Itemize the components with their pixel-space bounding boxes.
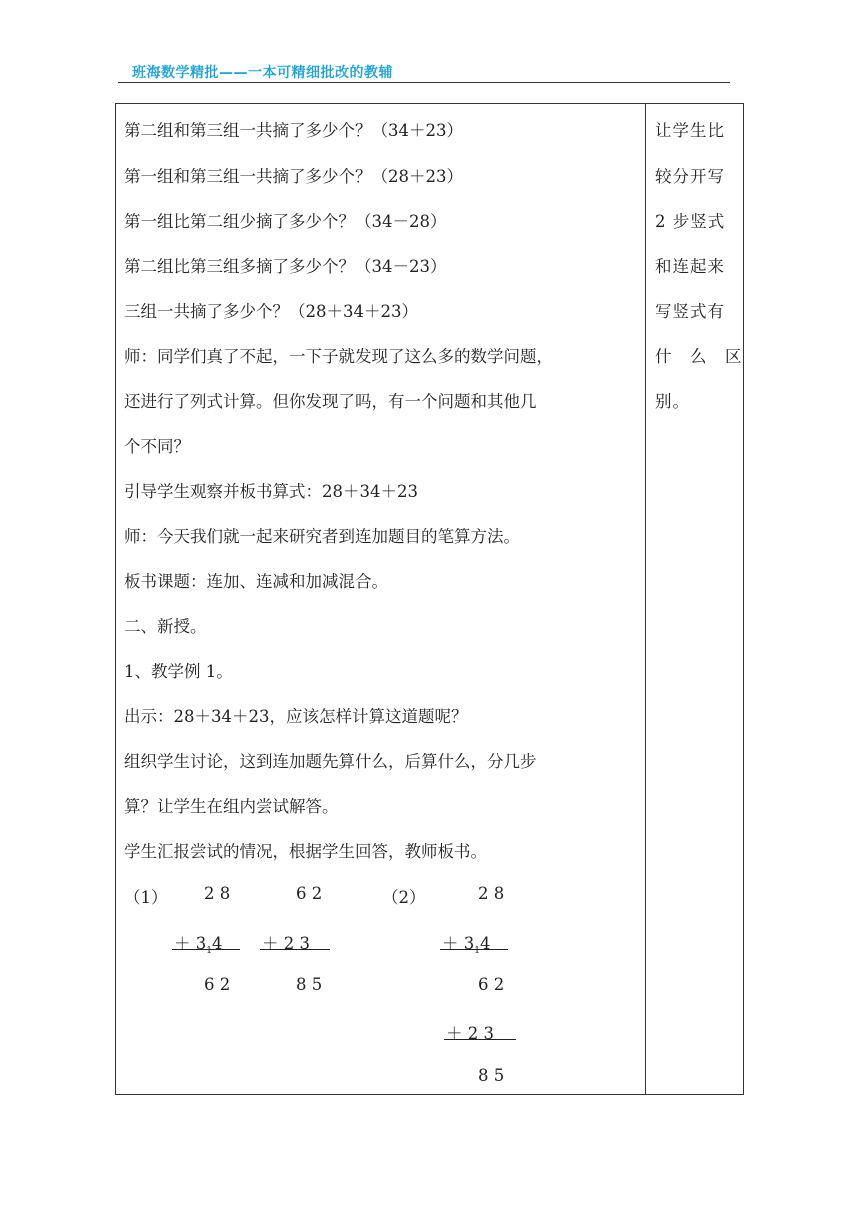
calc-c-addend-2: ＋ 2 3	[446, 1024, 494, 1043]
text-line: 算？让学生在组内尝试解答。	[124, 797, 339, 816]
calc-c-result: 8 5	[478, 1066, 505, 1085]
example-heading: 1、教学例 1。	[124, 662, 233, 681]
text-line: 第一组比第二组少摘了多少个？（34－28）	[124, 212, 447, 231]
carry-mark: 1	[474, 946, 480, 956]
calc-c-underline-2	[444, 1039, 516, 1040]
calc-b-top: 6 2	[296, 884, 323, 903]
text-line: 个不同？	[124, 437, 190, 456]
text-line: 板书课题：连加、连减和加减混合。	[124, 572, 388, 591]
note-line: 让学生比	[655, 121, 725, 140]
text-line: 师：今天我们就一起来研究者到连加题目的笔算方法。	[124, 527, 520, 546]
method-1-label: （1）	[124, 888, 168, 907]
calc-c-addend	[442, 930, 490, 956]
text-line: 还进行了列式计算。但你发现了吗，有一个问题和其他几	[124, 392, 537, 411]
note-line: 2 步竖式	[655, 212, 726, 231]
text-line: 学生汇报尝试的情况，根据学生回答，教师板书。	[124, 842, 487, 861]
calc-a-addend	[174, 930, 222, 956]
header-rule	[118, 82, 730, 83]
calc-c-ones: 4	[479, 934, 491, 953]
section-heading: 二、新授。	[124, 617, 207, 636]
calc-a-underline	[172, 949, 240, 950]
carry-mark: 1	[206, 946, 212, 956]
note-line: 较分开写	[655, 167, 725, 186]
text-line: 第二组比第三组多摘了多少个？（34－23）	[124, 257, 447, 276]
note-line: 什 么 区	[655, 347, 743, 366]
text-line: 引导学生观察并板书算式：28＋34＋23	[124, 482, 418, 501]
text-line: 师：同学们真了不起，一下子就发现了这么多的数学问题，	[124, 347, 553, 366]
calc-a-result: 6 2	[204, 975, 231, 994]
plus-sign: ＋	[442, 934, 459, 953]
header-title: 班海数学精批——一本可精细批改的教辅	[132, 65, 393, 81]
calc-a-tens: 3	[195, 934, 207, 953]
text-line: 第一组和第三组一共摘了多少个？（28＋23）	[124, 167, 463, 186]
calc-a-ones: 4	[211, 934, 223, 953]
calc-c-mid: 6 2	[478, 975, 505, 994]
column-divider	[645, 103, 646, 1095]
text-line: 三组一共摘了多少个？（28＋34＋23）	[124, 302, 418, 321]
note-line: 写竖式有	[655, 302, 725, 321]
text-line: 第二组和第三组一共摘了多少个？（34＋23）	[124, 121, 463, 140]
plus-sign: ＋	[174, 934, 191, 953]
calc-b-addend: ＋ 2 3	[262, 934, 310, 953]
calc-c-underline-1	[440, 949, 508, 950]
calc-c-top: 2 8	[478, 884, 505, 903]
method-2-label: （2）	[382, 888, 426, 907]
text-line: 出示：28＋34＋23，应该怎样计算这道题呢？	[124, 707, 468, 726]
note-line: 别。	[655, 392, 690, 411]
calc-b-underline	[260, 949, 330, 950]
text-line: 组织学生讨论，这到连加题先算什么，后算什么，分几步	[124, 752, 537, 771]
note-line: 和连起来	[655, 257, 725, 276]
calc-b-result: 8 5	[296, 975, 323, 994]
calc-a-top: 2 8	[204, 884, 231, 903]
calc-c-tens: 3	[463, 934, 475, 953]
